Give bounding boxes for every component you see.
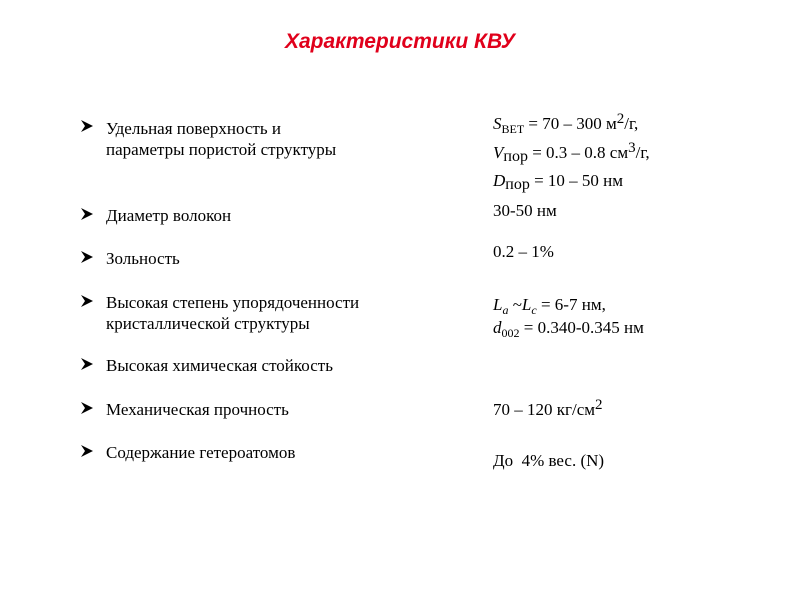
property-label-strength: Механическая прочность (106, 400, 289, 419)
value-subscript: 002 (501, 326, 520, 340)
value-vpor (493, 142, 793, 163)
value-la-lc (493, 294, 793, 315)
value-text: 70 – 120 кг/см (493, 400, 596, 419)
value-text: = 10 – 50 нм (529, 171, 624, 190)
value-superscript: 3 (628, 140, 636, 156)
value-symbol: D (493, 171, 506, 190)
value-d002 (493, 317, 793, 338)
value-ash: 0.2 – 1% (493, 242, 554, 261)
value-heteroatoms (493, 450, 793, 471)
arrowhead-bullet-icon (80, 401, 96, 421)
value-fiber-diameter: 30-50 нм (493, 201, 557, 220)
value-sbet (493, 113, 793, 134)
value-symbol: L (493, 295, 503, 314)
property-label-order (106, 292, 466, 334)
value-dpor (493, 170, 793, 191)
value-symbol: V (493, 143, 504, 162)
property-label-line: параметры пористой структуры (106, 140, 337, 159)
property-label-line: кристаллической структуры (106, 314, 310, 333)
arrowhead-bullet-icon (80, 119, 96, 139)
value-text: = 0.3 – 0.8 см (527, 143, 629, 162)
value-subscript: пор (505, 176, 530, 193)
property-label-fiber: Диаметр волокон (106, 206, 232, 225)
property-label-line: Удельная поверхность и (106, 119, 281, 138)
value-subscript: BET (501, 122, 525, 136)
value-superscript: 2 (595, 397, 603, 413)
value-text: /г, (635, 143, 650, 162)
value-text: = 0.340-0.345 нм (519, 318, 644, 337)
property-label-ash: Зольность (106, 249, 180, 268)
arrowhead-bullet-icon (80, 294, 96, 314)
value-strength (493, 399, 793, 420)
property-label-heteroatoms: Содержание гетероатомов (106, 443, 296, 462)
value-text: = 6-7 нм, (536, 295, 606, 314)
arrowhead-bullet-icon (80, 444, 96, 464)
arrowhead-bullet-icon (80, 250, 96, 270)
property-label-line: Высокая степень упорядоченности (106, 293, 360, 312)
value-text: /г, (624, 114, 639, 133)
property-label-chemical: Высокая химическая стойкость (106, 356, 333, 375)
value-symbol: S (493, 114, 502, 133)
arrowhead-bullet-icon (80, 357, 96, 377)
value-subscript: a (502, 303, 509, 317)
value-text: ~ (508, 295, 522, 314)
value-text: = 70 – 300 м (524, 114, 617, 133)
value-symbol: L (521, 295, 532, 314)
value-superscript: 2 (616, 111, 625, 127)
value-text: До 4% вес. (N) (493, 451, 605, 470)
value-subscript: c (531, 303, 537, 317)
arrowhead-bullet-icon (80, 207, 96, 227)
page-title: Характеристики КВУ (284, 30, 516, 53)
value-symbol: d (493, 318, 502, 337)
value-subscript: пор (503, 148, 528, 165)
property-label-surface (106, 118, 466, 160)
